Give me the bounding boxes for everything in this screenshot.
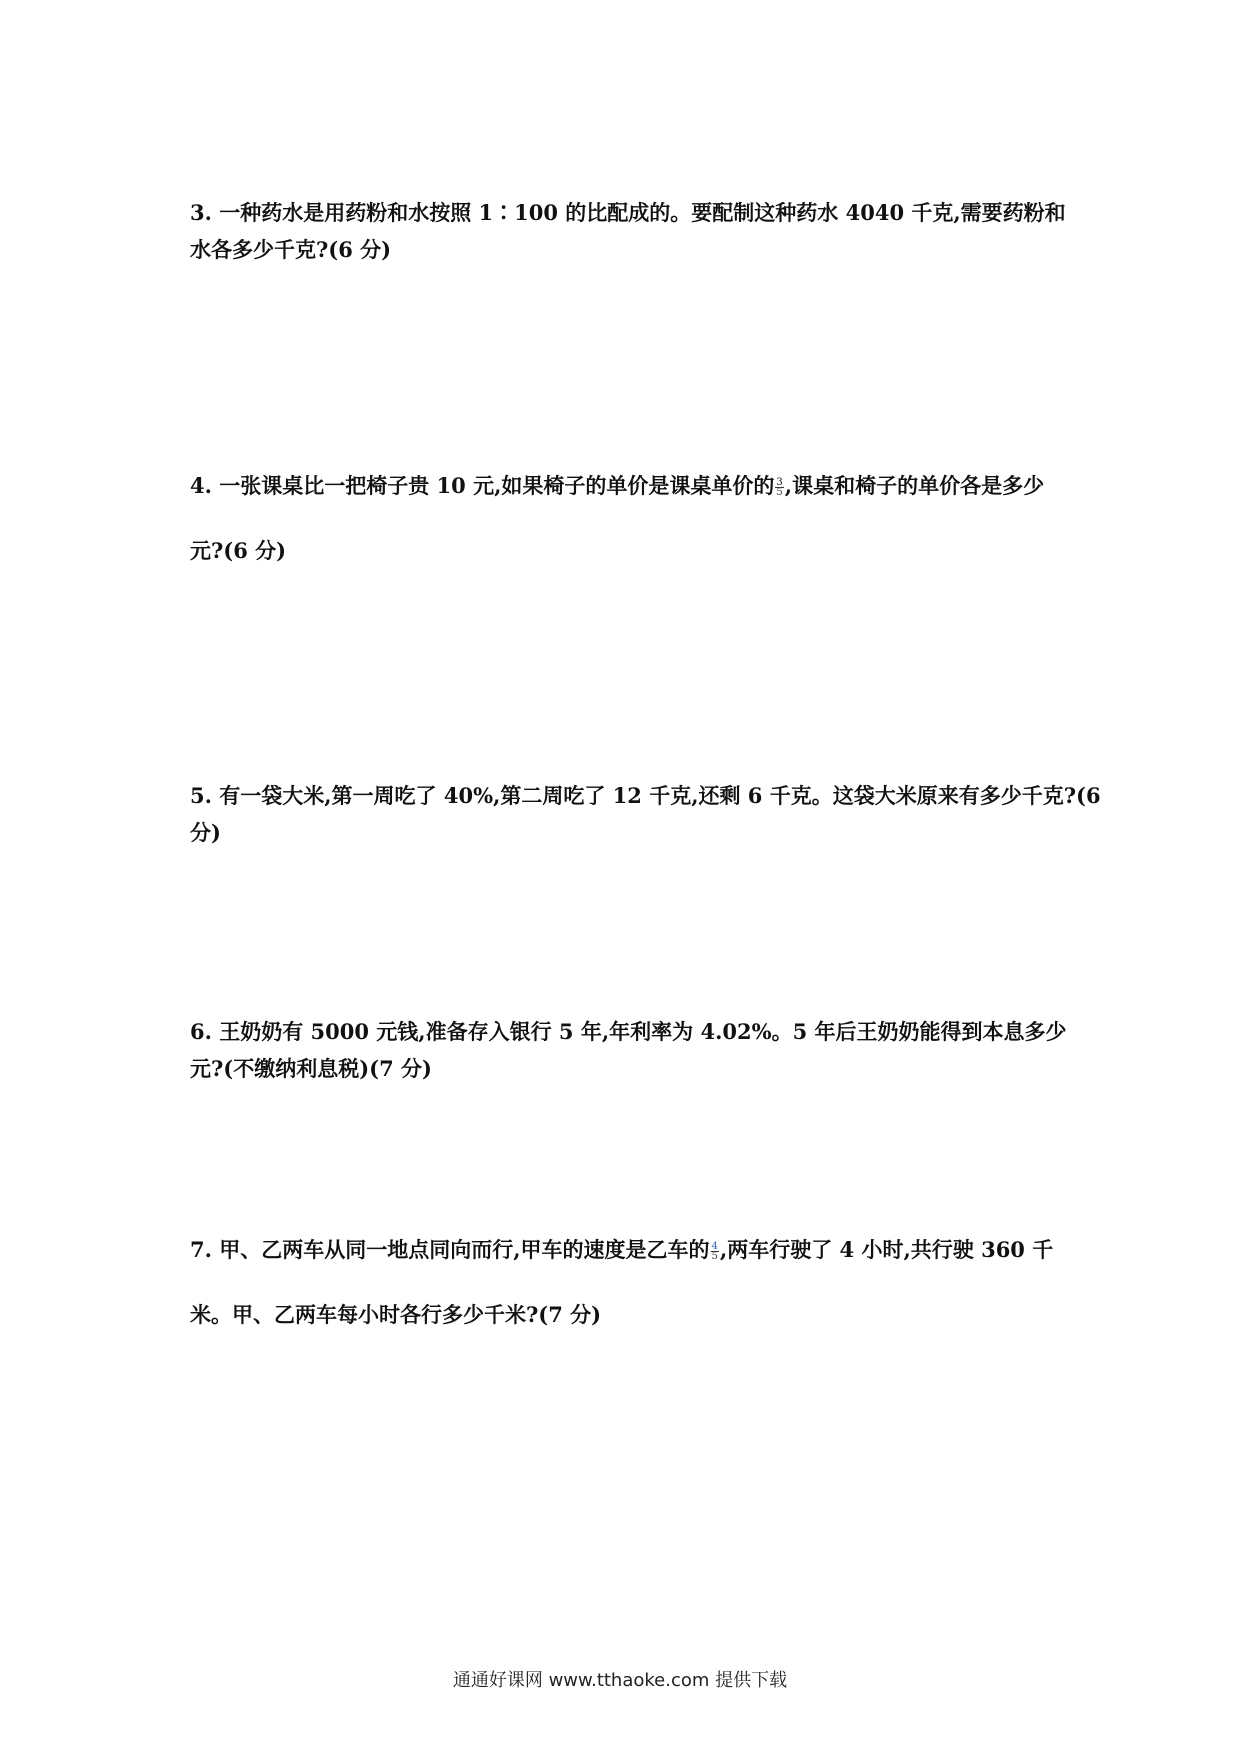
fraction-three-fifths: [775, 478, 783, 497]
question-4-text-before-fraction: 4. 一张课桌比一把椅子贵 10 元,如果椅子的单价是课桌单价的: [190, 473, 775, 498]
question-7-text-after-fraction: ,两车行驶了 4 小时,共行驶 360 千: [719, 1237, 1054, 1262]
question-4-line-2: 元?(6 分): [190, 538, 287, 563]
question-5: [190, 777, 1101, 851]
question-7: [190, 1231, 1060, 1333]
question-6-line-1: 6. 王奶奶有 5000 元钱,准备存入银行 5 年,年利率为 4.02%。5 年后王奶奶能得到本息多少: [190, 1019, 1067, 1044]
question-4-text-after-fraction: ,课桌和椅子的单价各是多少: [784, 473, 1045, 498]
fraction-denominator: 5: [776, 487, 783, 498]
question-5-line-1: 5. 有一袋大米,第一周吃了 40%,第二周吃了 12 千克,还剩 6 千克。这袋大米原来有多少千克?(6: [190, 783, 1101, 808]
question-7-text-before-fraction: 7. 甲、乙两车从同一地点同向而行,甲车的速度是乙车的: [190, 1237, 710, 1262]
fraction-four-fifths: [711, 1242, 719, 1261]
question-3-line-1: 3. 一种药水是用药粉和水按照 1∶100 的比配成的。要配制这种药水 4040 千克,需要药粉和: [190, 200, 1066, 225]
question-4-line-1: [190, 467, 1060, 504]
fraction-numerator: 4: [711, 1241, 718, 1252]
question-3: [190, 194, 1066, 268]
fraction-denominator: 5: [711, 1251, 718, 1262]
question-3-line-2: 水各多少千克?(6 分): [190, 237, 392, 262]
question-6-line-2: 元?(不缴纳利息税)(7 分): [190, 1056, 432, 1081]
question-6: [190, 1013, 1067, 1087]
question-7-line-2: 米。甲、乙两车每小时各行多少千米?(7 分): [190, 1302, 602, 1327]
fraction-numerator: 3: [776, 477, 783, 488]
question-5-line-2: 分): [190, 820, 221, 845]
page-footer: 通通好课网 www.tthaoke.com 提供下载: [452, 1670, 788, 1691]
question-4: [190, 467, 1060, 569]
question-7-line-1: [190, 1231, 1060, 1268]
